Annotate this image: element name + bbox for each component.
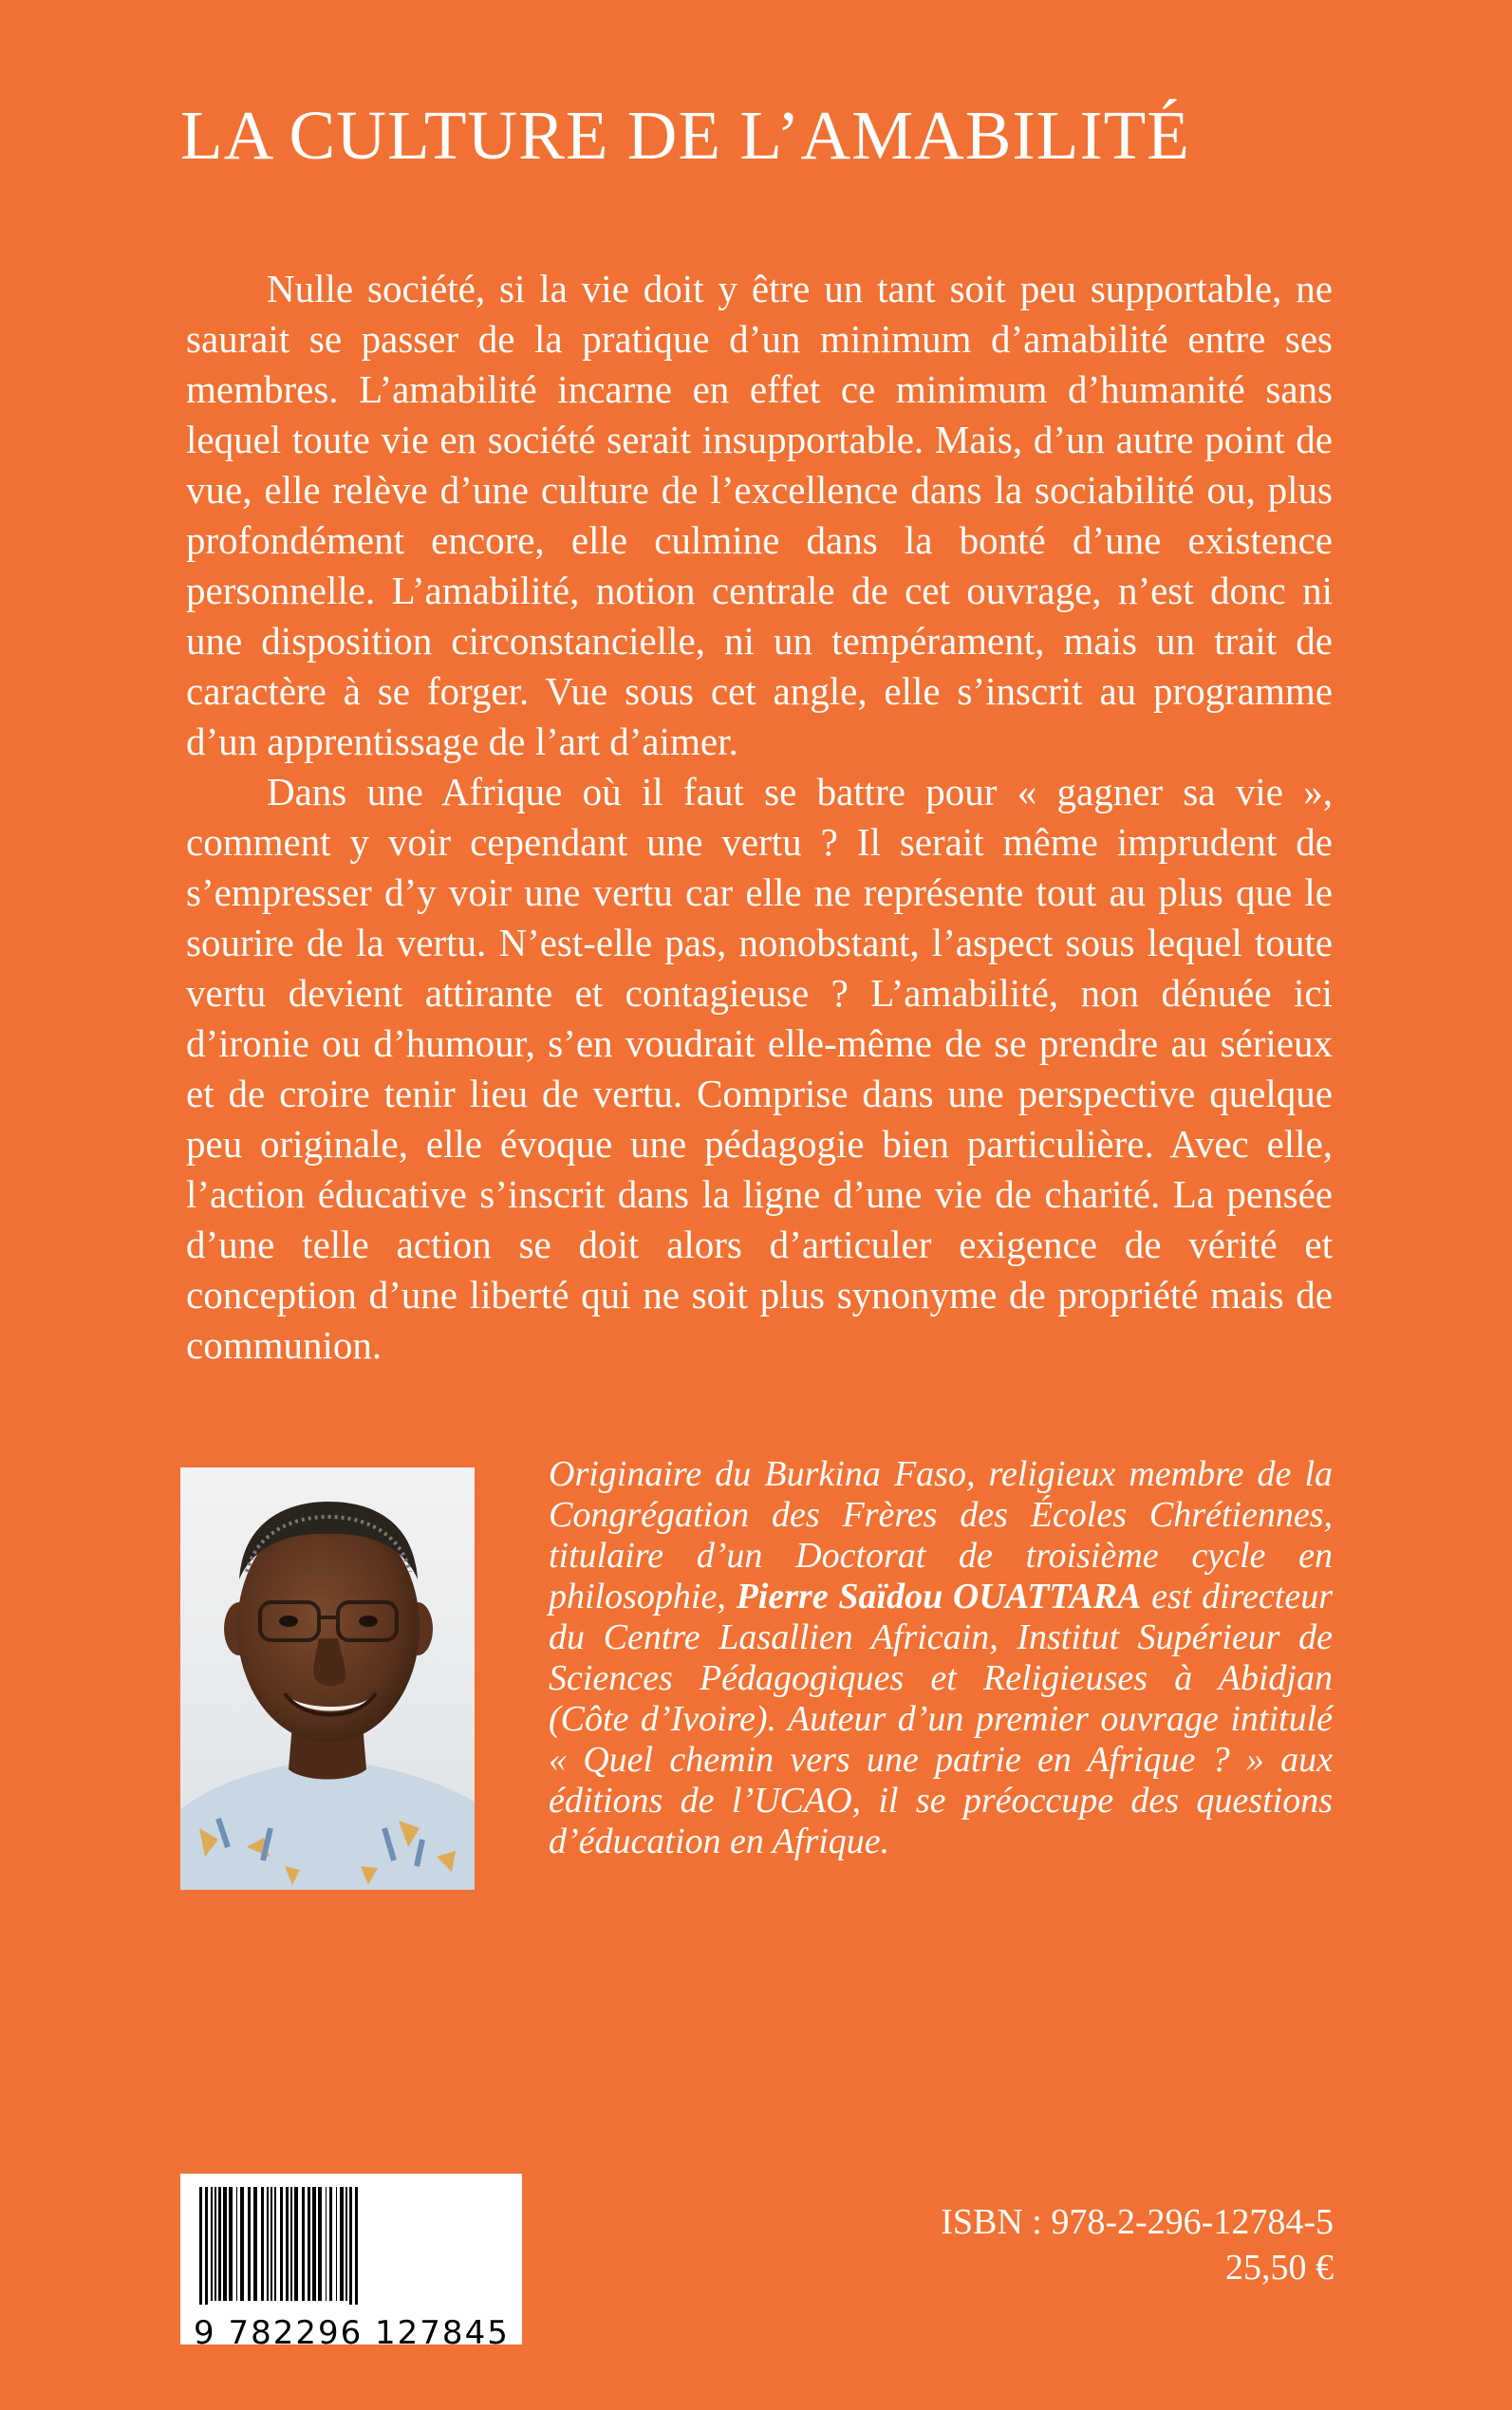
barcode-bar [340, 2187, 344, 2301]
barcode-bar [336, 2187, 337, 2301]
barcode-bar [349, 2187, 352, 2320]
barcode-bar [286, 2187, 289, 2301]
bio-details: est directeur du Centre Lasallien Africain, Institut Supérieur de Sciences Pédagogiques et Religieuses à Abidjan (Côte d’Ivoire). Auteur d’un premier ouvrage intitulé « Quel chemin vers une patrie en Afrique ? » aux éditions de l’UCAO, il se préoccupe des questions d’éducation en Afrique. [549, 1577, 1333, 1861]
barcode-bar [215, 2187, 216, 2301]
barcode-number: 9 782296 127845 [194, 2314, 510, 2352]
barcode-bar [248, 2187, 251, 2301]
barcode-bar [229, 2187, 233, 2301]
barcode-bar [302, 2187, 305, 2301]
summary-paragraph: Nulle société, si la vie doit y être un tant soit peu supportable, ne saurait se passer de la pratique d’un minimum d’amabilité entre ses membres. L’amabilité incarne en effet ce minimum d’humanité sans lequel toute vie en société serait insupportable. Mais, d’un autre point de vue, elle relève d’une culture de l’excellence dans la sociabilité ou, plus profondément encore, elle culmine dans la bonté d’une existence personnelle. L’amabilité, notion centrale de cet ouvrage, n’est donc ni une disposition circonstancielle, ni un tempérament, mais un trait de caractère à se forger. Vue sous cet angle, elle s’inscrit au programme d’un apprentissage de l’art d’aimer. [186, 267, 1333, 763]
summary-paragraph: Dans une Afrique où il faut se battre pour « gagner sa vie », comment y voir cependant une vertu ? Il serait même imprudent de s’empresser d’y voir une vertu car elle ne représente tout au plus que le sourire de la vertu. N’est-elle pas, nonobstant, l’aspect sous lequel toute vertu devient attirante et contagieuse ? L’amabilité, non dénuée ici d’ironie ou d’humour, s’en voudrait elle-même de se prendre au sérieux et de croire tenir lieu de vertu. Comprise dans une perspective quelque peu originale, elle évoque une pédagogie bien particulière. Avec elle, l’action éducative s’inscrit dans la ligne d’une vie de charité. La pensée d’une telle action se doit alors d’articuler exigence de vérité et conception d’une liberté qui ne soit plus synonyme de propriété mais de communion. [186, 770, 1333, 1367]
barcode-bar [290, 2187, 292, 2301]
barcode-bar [205, 2187, 208, 2320]
barcode-bar [312, 2187, 316, 2301]
book-title: LA CULTURE DE L’AMABILITÉ [180, 97, 1190, 174]
barcode-bar [345, 2187, 347, 2301]
barcode-bar [236, 2187, 237, 2301]
author-name: Pierre Saïdou OUATTARA [736, 1577, 1142, 1616]
barcode-bar [223, 2187, 227, 2301]
barcode-bar [211, 2187, 213, 2301]
author-biography-text [549, 1454, 1333, 1862]
author-photo-image [180, 1467, 475, 1890]
barcode-bar [274, 2187, 276, 2301]
barcode-bar [329, 2187, 332, 2301]
barcode-bar [355, 2187, 358, 2320]
barcode-bar [267, 2187, 269, 2301]
barcode-bar [326, 2187, 327, 2301]
barcode-bar [240, 2187, 244, 2301]
barcode-bar [253, 2187, 257, 2301]
barcode-bar [294, 2187, 298, 2301]
barcode-bar [308, 2187, 310, 2301]
bio-intro: Originaire du Burkina Faso, religieux membre de la Congrégation des Frères des Écoles Chrétiennes, titulaire d’un Doctorat de troisième cycle en philosophie, [549, 1454, 1333, 1616]
barcode-bar [271, 2187, 272, 2301]
author-portrait [180, 1467, 475, 1890]
back-cover-summary [186, 264, 1333, 1371]
barcode-bar [318, 2187, 322, 2301]
isbn-number: ISBN : 978-2-296-12784-5 [941, 2202, 1334, 2242]
barcode-bar [261, 2187, 264, 2301]
barcode-bar [280, 2187, 283, 2301]
price: 25,50 € [1225, 2248, 1334, 2288]
barcode-bar [199, 2187, 202, 2320]
author-biography [549, 1454, 1333, 1862]
barcode-bar [218, 2187, 221, 2301]
